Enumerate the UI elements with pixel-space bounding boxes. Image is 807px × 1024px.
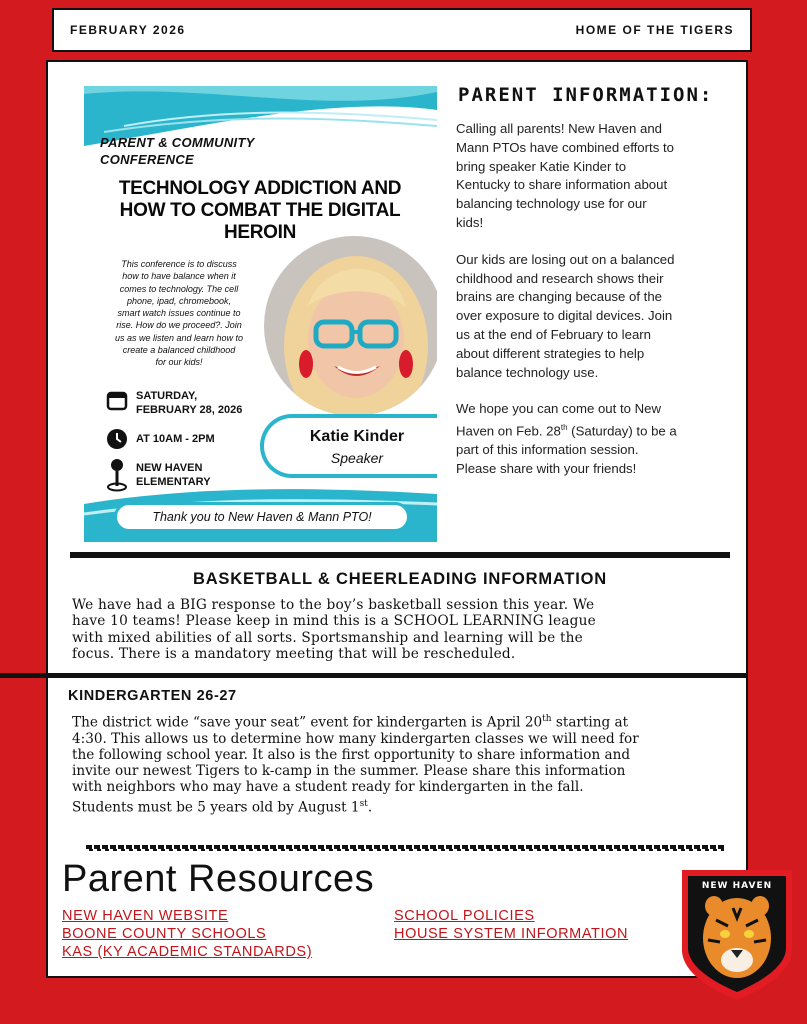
new-haven-website-link[interactable]: NEW HAVEN WEBSITE xyxy=(62,908,229,924)
house-system-link[interactable]: HOUSE SYSTEM INFORMATION xyxy=(394,926,629,942)
newsletter-header xyxy=(52,8,752,52)
parent-info-paragraph-3: We hope you can come out to New Haven on Feb. 28th (Saturday) to be a part of this information session. Please share with your friends! xyxy=(456,401,677,477)
boone-county-schools-link[interactable]: BOONE COUNTY SCHOOLS xyxy=(62,926,267,942)
school-motto: HOME OF THE TIGERS xyxy=(575,23,734,37)
parent-info-paragraph-2: Our kids are losing out on a balanced childhood and research shows their brains are changing because of the over exposure to digital devices. Join us at the end of February to learn about different strategies to help balance technology use. xyxy=(456,251,675,380)
new-haven-tiger-logo xyxy=(678,862,796,1002)
speaker-role: Speaker xyxy=(330,450,384,466)
logo-text: NEW HAVEN xyxy=(701,881,773,891)
basketball-text: We have had a BIG response to the boy’s basketball session this year. We have 10 teams! Please keep in mind this is a SCHOOL LEARNING league with mixed abilities of all sorts. Sportsmanship and learning will be the focus. There is a mandatory meeting that will be rescheduled. xyxy=(72,597,596,663)
flyer-description: This conference is to discuss how to have balance when it comes to technology. The cell phone, ipad, chromebook, smart watch issues continue to rise. How do we proceed?. Join us as we listen and learn how to create a balanced childhood for our kids! xyxy=(114,259,244,368)
flyer-date: SATURDAY, FEBRUARY 28, 2026 xyxy=(106,389,242,417)
flyer-kicker: PARENT & COMMUNITY CONFERENCE xyxy=(100,135,255,167)
section-divider xyxy=(70,552,730,558)
kindergarten-text: The district wide “save your seat” event for kindergarten is April 20th starting at 4:30. This allows us to determine how many kindergarten classes we will need for the following school year. It also is the first opportunity to share information and invite our newest Tigers to k-camp in the summer. Please share this information with neighbors who may have a student ready for kindergarten in the fall. Students must be 5 years old by August 1st. xyxy=(72,714,639,816)
dashed-divider-lower xyxy=(86,849,724,851)
parent-resources-title: Parent Resources xyxy=(62,858,375,900)
kas-standards-link[interactable]: KAS (KY ACADEMIC STANDARDS) xyxy=(62,944,313,960)
tiger-shield-icon xyxy=(678,862,796,1002)
flyer-thanks: Thank you to New Haven & Mann PTO! xyxy=(114,502,410,532)
speaker-portrait-illustration xyxy=(264,236,437,416)
clock-icon xyxy=(106,428,128,450)
calendar-icon xyxy=(106,389,128,411)
flyer-location: NEW HAVEN ELEMENTARY xyxy=(106,458,211,492)
speaker-label xyxy=(260,414,437,478)
conference-flyer xyxy=(84,86,437,542)
flyer-time: AT 10AM - 2PM xyxy=(106,428,215,450)
issue-date: FEBRUARY 2026 xyxy=(70,23,186,37)
basketball-title: BASKETBALL & CHEERLEADING INFORMATION xyxy=(193,570,607,588)
speaker-name: Katie Kinder xyxy=(309,428,405,445)
school-policies-link[interactable]: SCHOOL POLICIES xyxy=(394,908,535,924)
kindergarten-title: KINDERGARTEN 26-27 xyxy=(68,688,237,704)
flyer-headline: TECHNOLOGY ADDICTION AND HOW TO COMBAT THE DIGITAL HEROIN xyxy=(118,178,402,243)
speaker-photo xyxy=(264,236,437,416)
parent-information-section xyxy=(456,84,746,497)
parent-info-paragraph-1: Calling all parents! New Haven and Mann PTOs have combined efforts to bring speaker Katie Kinder to Kentucky to share information about balancing technology use for our kids! xyxy=(456,121,674,230)
section-divider xyxy=(0,673,748,678)
parent-information-title: PARENT INFORMATION: xyxy=(458,84,714,106)
